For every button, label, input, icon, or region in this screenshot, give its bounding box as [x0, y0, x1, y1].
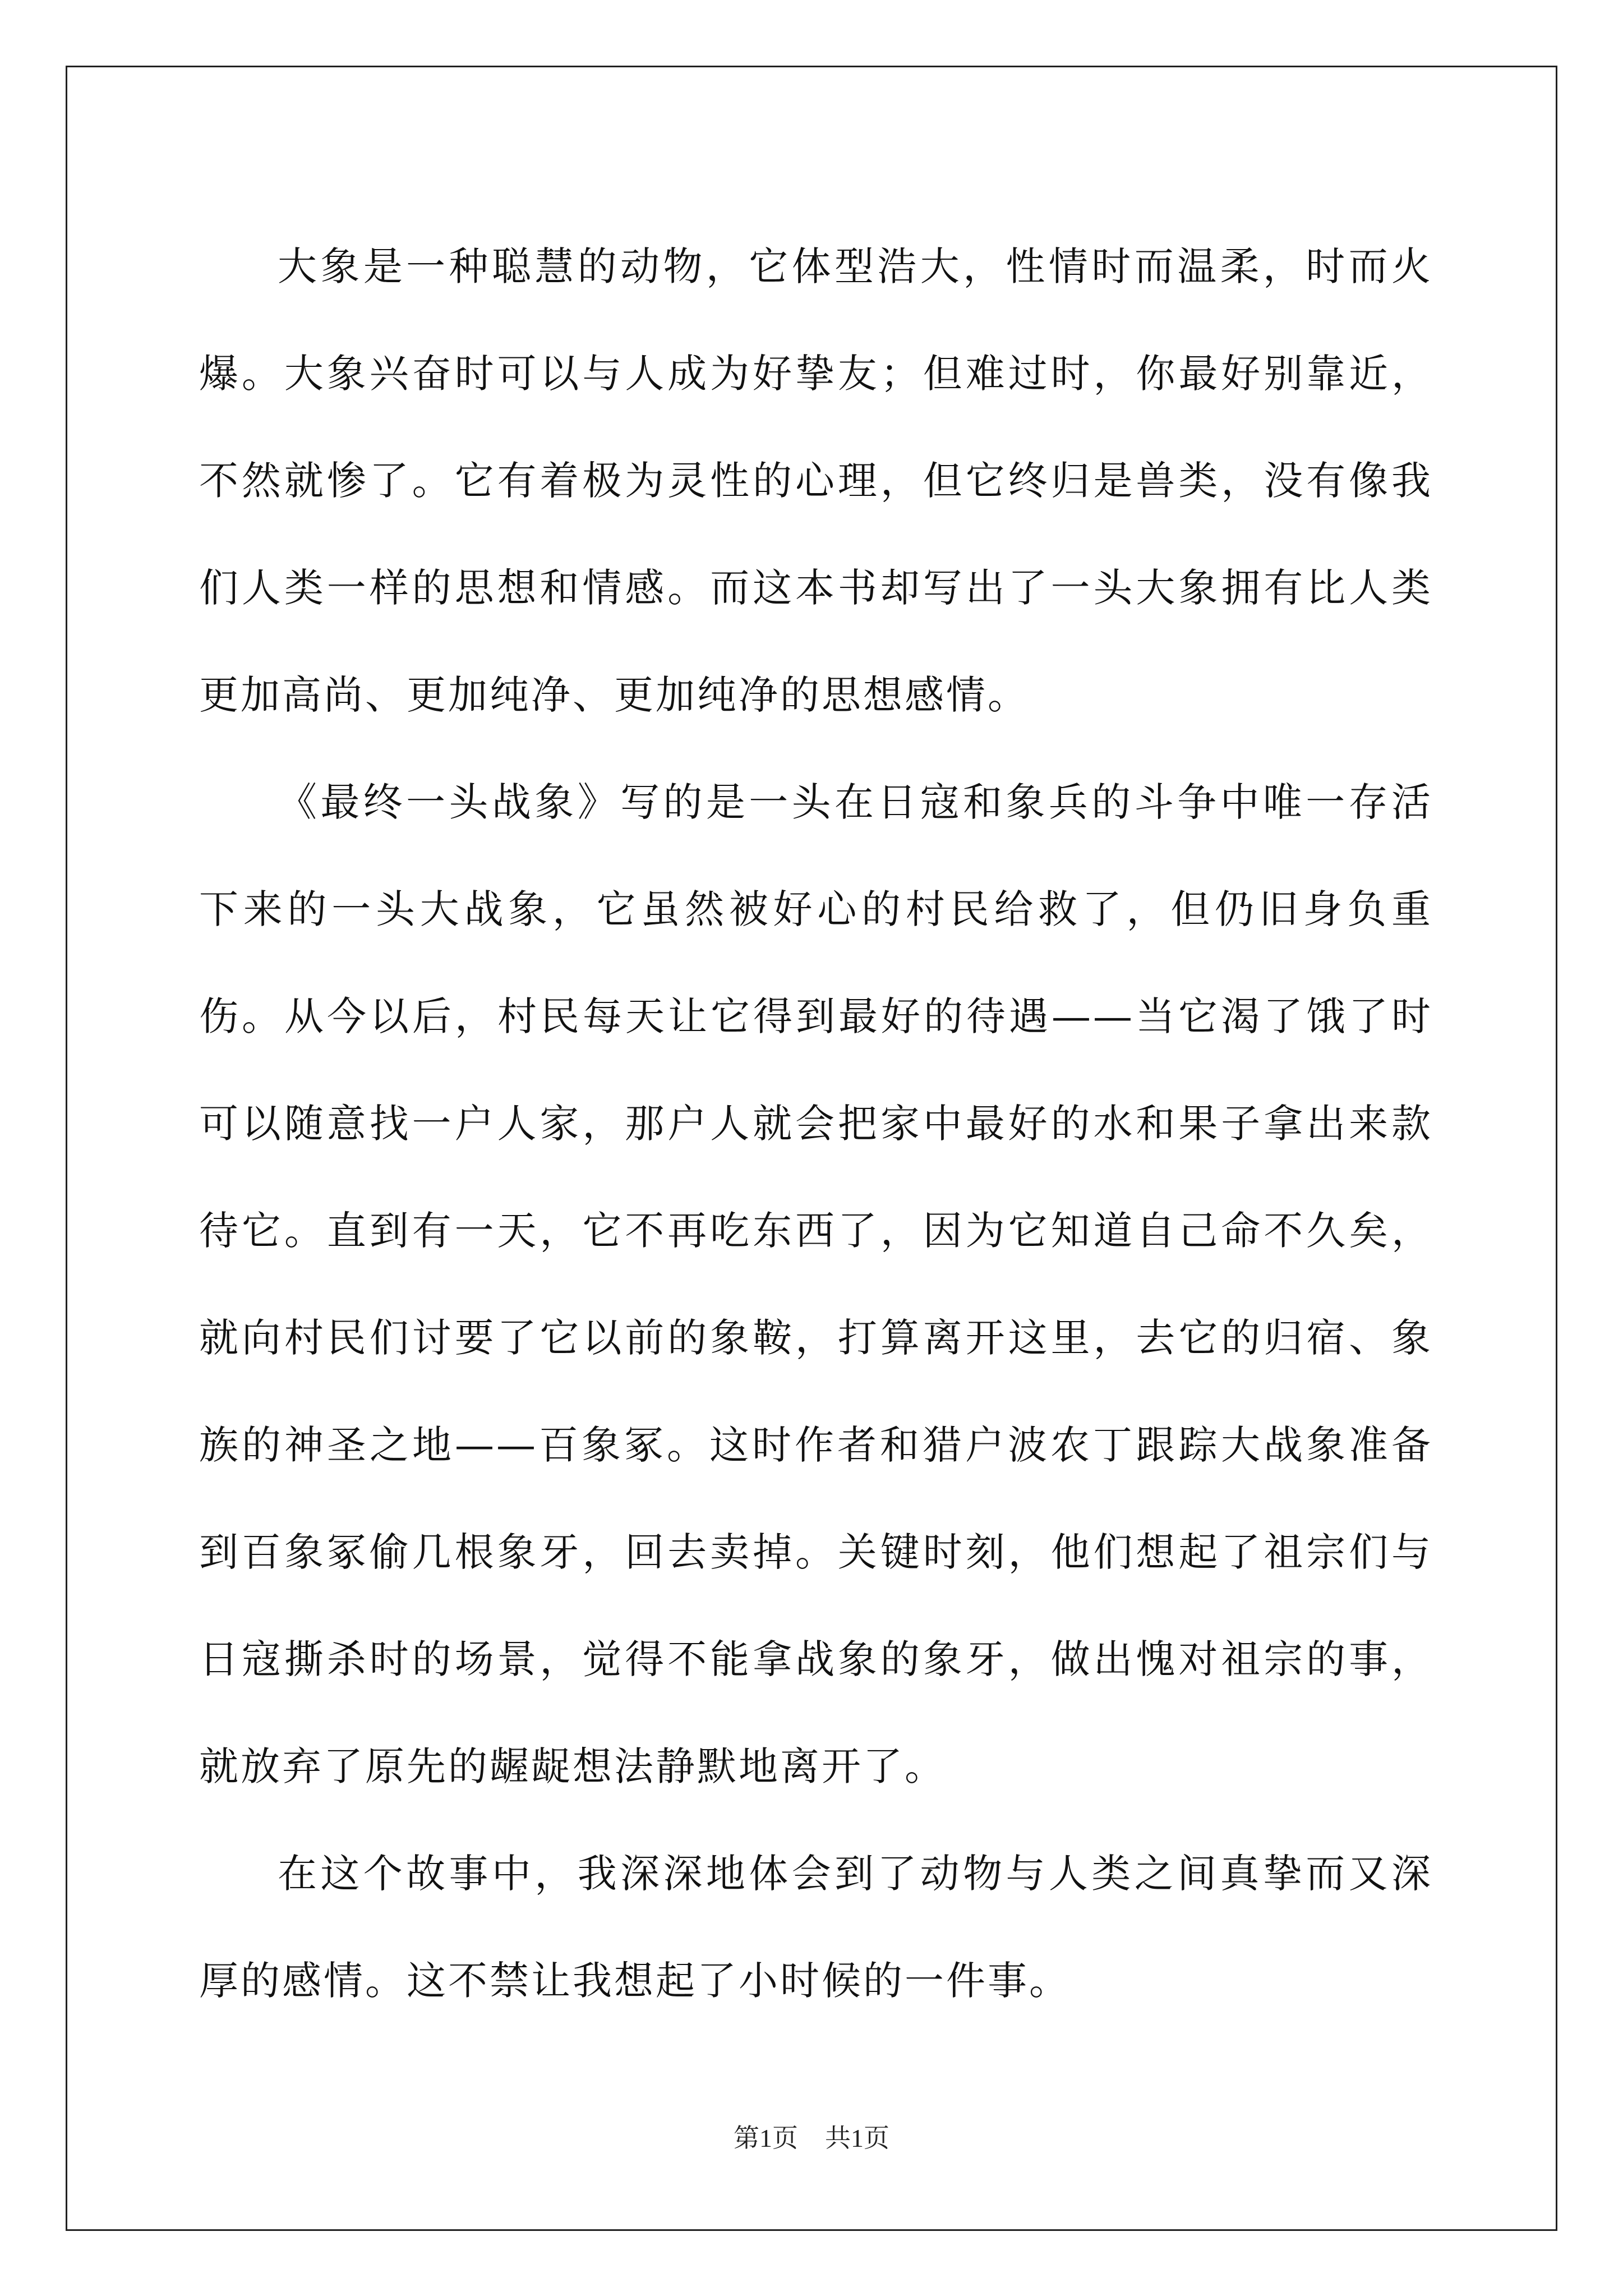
page-total: 共1页	[825, 2124, 889, 2152]
page-number: 第1页	[734, 2124, 798, 2152]
page-footer	[0, 2118, 1623, 2155]
paragraph-3: 在这个故事中，我深深地体会到了动物与人类之间真挚而又深厚的感情。这不禁让我想起了小时候的一件事。	[199, 1851, 1433, 2004]
paragraph-1: 大象是一种聪慧的动物，它体型浩大，性情时而温柔，时而火爆。大象兴奋时可以与人成为好挚友；但难过时，你最好别靠近，不然就惨了。它有着极为灵性的心理，但它终归是兽类，没有像我们人类一样的思想和情感。而这本书却写出了一头大象拥有比人类更加高尚、更加纯净、更加纯净的思想感情。	[199, 243, 1433, 718]
document-body	[199, 213, 1433, 2035]
paragraph-2: 《最终一头战象》写的是一头在日寇和象兵的斗争中唯一存活下来的一头大战象，它虽然被好心的村民给救了，但仍旧身负重伤。从今以后，村民每天让它得到最好的待遇——当它渴了饿了时可以随意找一户人家，那户人就会把家中最好的水和果子拿出来款待它。直到有一天，它不再吃东西了，因为它知道自己命不久矣，就向村民们讨要了它以前的象鞍，打算离开这里，去它的归宿、象族的神圣之地——百象冢。这时作者和猎户波农丁跟踪大战象准备到百象冢偷几根象牙，回去卖掉。关键时刻，他们想起了祖宗们与日寇撕杀时的场景，觉得不能拿战象的象牙，做出愧对祖宗的事，就放弃了原先的龌龊想法静默地离开了。	[199, 779, 1433, 1789]
